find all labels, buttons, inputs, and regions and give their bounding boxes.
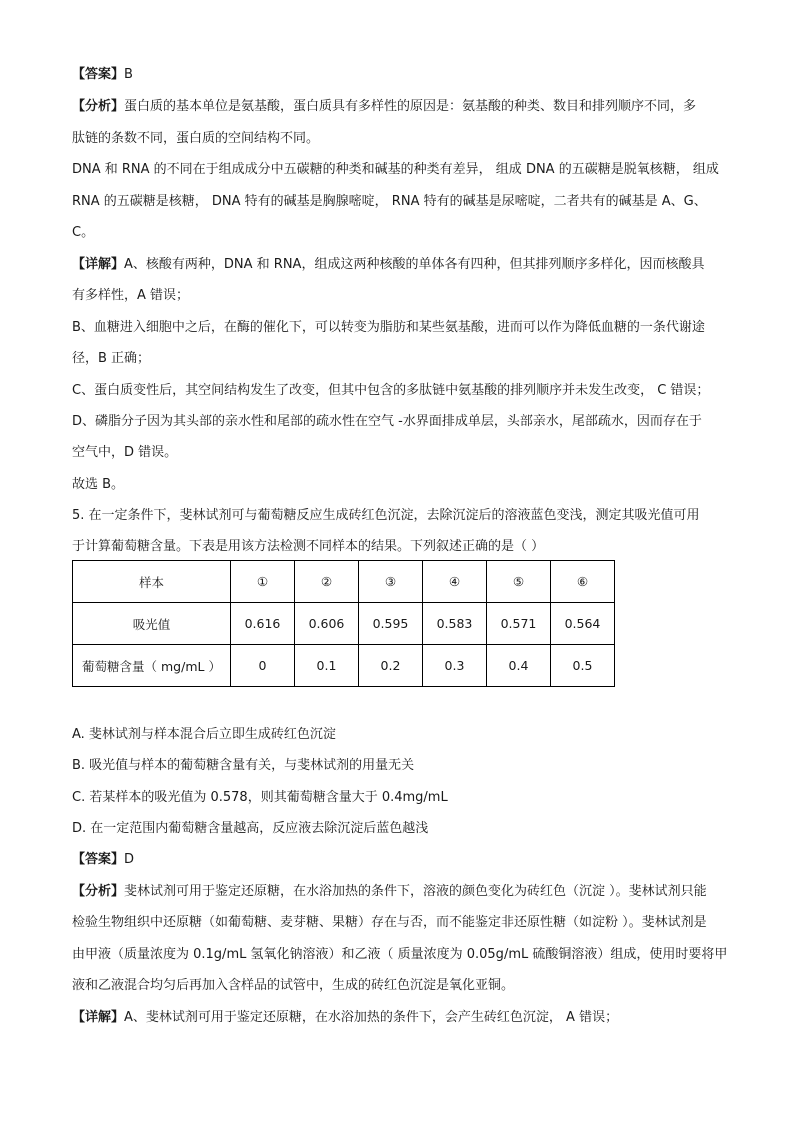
table-cell: 0.571 [487, 603, 551, 645]
table-cell: 0.616 [231, 603, 295, 645]
q4-analysis-line: C。 [72, 225, 95, 240]
q5-answer [72, 851, 134, 869]
table-row [73, 645, 615, 687]
q4-analysis-line: DNA 和 RNA 的不同在于组成成分中五碳糖的种类和碱基的种类有差异， 组成 DNA 的五碳糖是脱氧核糖， 组成 [72, 162, 719, 177]
analysis-text: 蛋白质的基本单位是氨基酸，蛋白质具有多样性的原因是：氨基酸的种类、数目和排列顺序不同，多 [124, 99, 697, 114]
q4-analysis-line: 肽链的条数不同，蛋白质的空间结构不同。 [72, 131, 320, 146]
table-row [73, 603, 615, 645]
q4-detail-line: 径，B 正确； [72, 351, 151, 366]
detail-tag: 【详解】 [72, 257, 125, 272]
table-cell: ⑥ [551, 561, 615, 603]
table-cell: ⑤ [487, 561, 551, 603]
table-cell: ④ [423, 561, 487, 603]
q5-analysis-line: 检验生物组织中还原糖（如葡萄糖、麦芽糖、果糖）存在与否，而不能鉴定非还原性糖（如淀粉 ）。斐林试剂是 [72, 915, 707, 930]
table-cell: 0 [231, 645, 295, 687]
table-row [73, 561, 615, 603]
table-cell: ③ [359, 561, 423, 603]
detail-text: A、斐林试剂可用于鉴定还原糖，在水浴加热的条件下，会产生砖红色沉淀， A 错误； [124, 1010, 619, 1025]
table-cell: 0.595 [359, 603, 423, 645]
q5-option-c: C. 若某样本的吸光值为 0.578，则其葡萄糖含量大于 0.4mg/mL [72, 790, 448, 805]
table-header-cell: 葡萄糖含量（ mg/mL ） [73, 645, 231, 687]
table-header-cell: 样本 [73, 561, 231, 603]
table-cell: 0.4 [487, 645, 551, 687]
q5-option-a: A. 斐林试剂与样本混合后立即生成砖红色沉淀 [72, 727, 336, 742]
answer-value: D [124, 852, 135, 867]
answer-value: B [124, 67, 133, 82]
table-cell: ② [295, 561, 359, 603]
table-cell: 0.2 [359, 645, 423, 687]
q4-answer [72, 66, 133, 84]
table-cell: 0.583 [423, 603, 487, 645]
q5-stem-line: 于计算葡萄糖含量。下表是用该方法检测不同样本的结果。下列叙述正确的是（ ） [72, 539, 545, 554]
table-cell: 0.5 [551, 645, 615, 687]
q4-conclusion: 故选 B。 [72, 477, 125, 492]
q5-option-b: B. 吸光值与样本的葡萄糖含量有关，与斐林试剂的用量无关 [72, 758, 415, 773]
table-cell: 0.3 [423, 645, 487, 687]
table-cell: 0.1 [295, 645, 359, 687]
table-header-cell: 吸光值 [73, 603, 231, 645]
answer-tag: 【答案】 [72, 67, 125, 82]
q4-detail-line: D、磷脂分子因为其头部的亲水性和尾部的疏水性在空气 -水界面排成单层，头部亲水，尾部疏水，因而存在于 [72, 414, 702, 429]
detail-text: A、核酸有两种，DNA 和 RNA，组成这两种核酸的单体各有四种，但其排列顺序多样化，因而核酸具 [124, 257, 705, 272]
analysis-tag: 【分析】 [72, 99, 125, 114]
q5-analysis-line [72, 883, 707, 901]
answer-tag: 【答案】 [72, 852, 125, 867]
analysis-text: 斐林试剂可用于鉴定还原糖，在水浴加热的条件下，溶液的颜色变化为砖红色（沉淀 ）。斐林试剂只能 [124, 884, 707, 899]
q5-analysis-line: 由甲液（质量浓度为 0.1g/mL 氢氧化钠溶液）和乙液（ 质量浓度为 0.05g/mL 硫酸铜溶液）组成，使用时要将甲 [72, 947, 728, 962]
q4-detail-line: C、蛋白质变性后，其空间结构发生了改变，但其中包含的多肽链中氨基酸的排列顺序并未发生改变， C 错误； [72, 383, 710, 398]
q4-analysis-line: RNA 的五碳糖是核糖， DNA 特有的碱基是胸腺嘧啶， RNA 特有的碱基是尿嘧啶，二者共有的碱基是 A、G、 [72, 194, 707, 209]
q5-analysis-line: 液和乙液混合均匀后再加入含样品的试管中，生成的砖红色沉淀是氧化亚铜。 [72, 978, 515, 993]
q5-stem-line: 5. 在一定条件下，斐林试剂可与葡萄糖反应生成砖红色沉淀，去除沉淀后的溶液蓝色变浅，测定其吸光值可用 [72, 508, 700, 523]
table-cell: ① [231, 561, 295, 603]
q4-detail-line: 有多样性，A 错误； [72, 288, 190, 303]
results-table [72, 560, 615, 687]
table-cell: 0.564 [551, 603, 615, 645]
q4-detail-line: 空气中，D 错误。 [72, 445, 178, 460]
q5-option-d: D. 在一定范围内葡萄糖含量越高，反应液去除沉淀后蓝色越浅 [72, 821, 429, 836]
q5-detail-line [72, 1009, 618, 1027]
q4-analysis-line [72, 98, 696, 116]
detail-tag: 【详解】 [72, 1010, 125, 1025]
q4-detail-line: B、血糖进入细胞中之后，在酶的催化下，可以转变为脂肪和某些氨基酸，进而可以作为降低血糖的一条代谢途 [72, 320, 705, 335]
analysis-tag: 【分析】 [72, 884, 125, 899]
table-cell: 0.606 [295, 603, 359, 645]
q4-detail-line [72, 256, 704, 274]
